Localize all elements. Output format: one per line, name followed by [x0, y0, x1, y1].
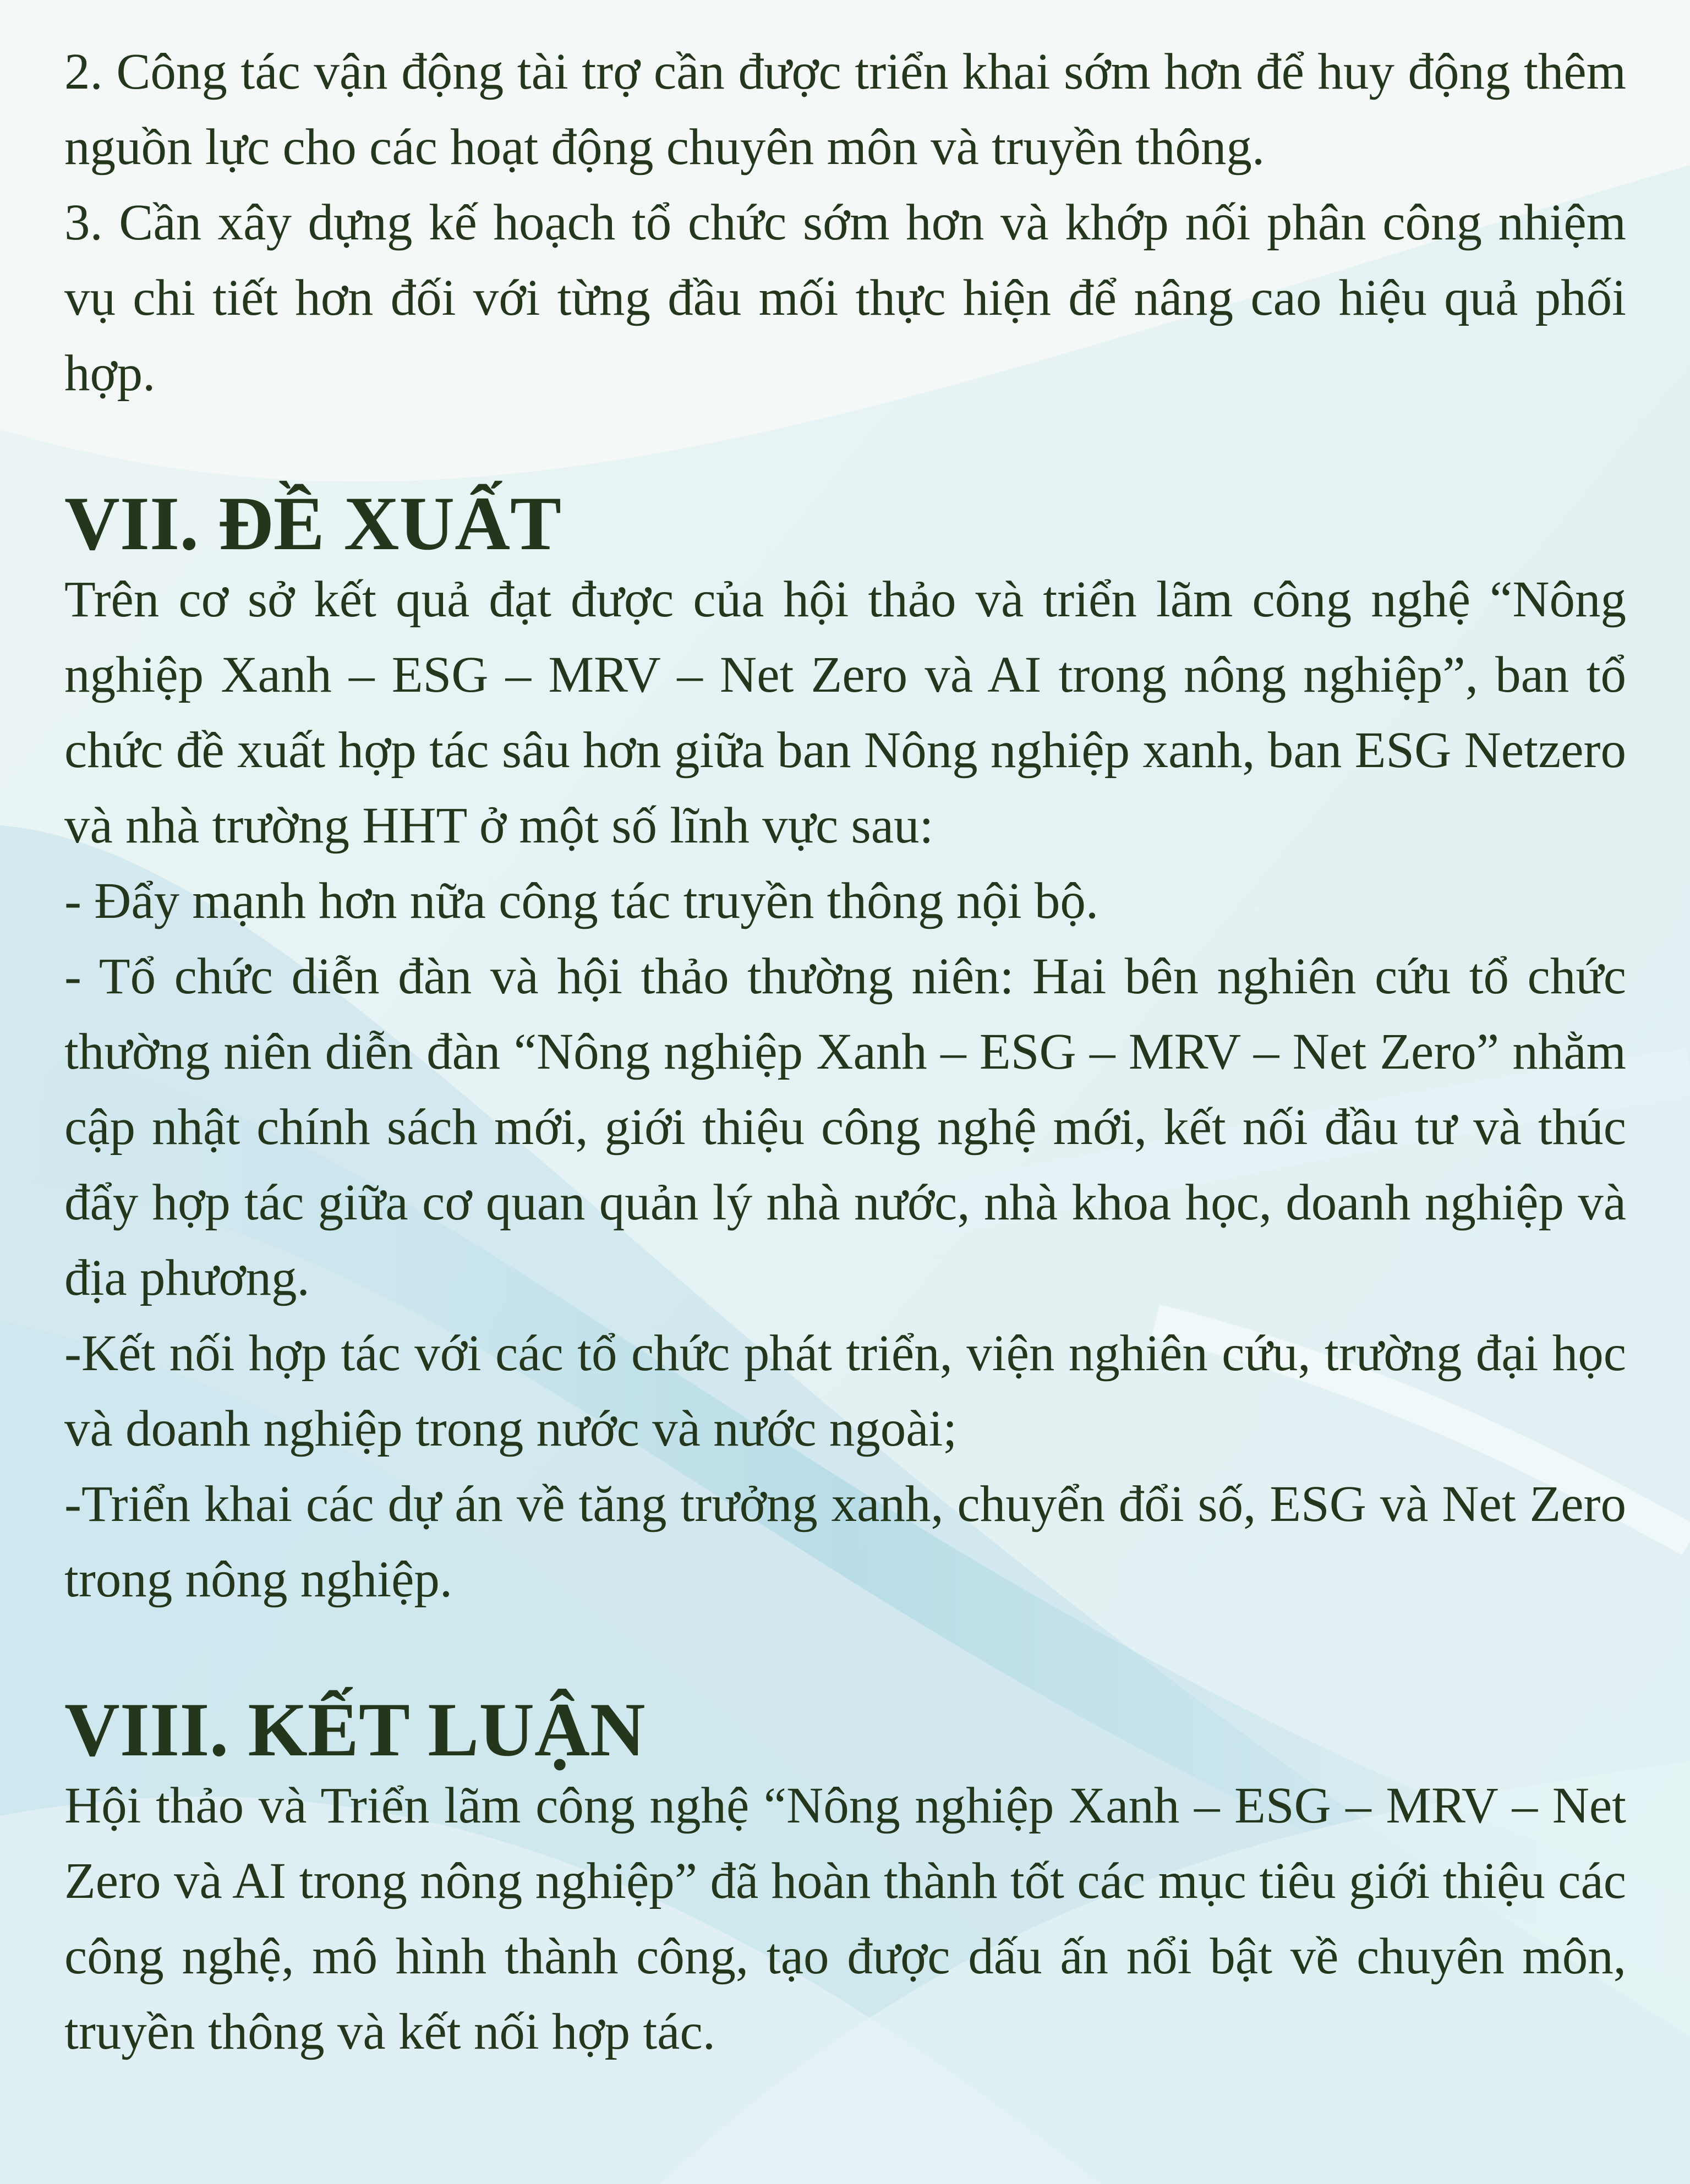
section-spacer [64, 1617, 1626, 1693]
intro-item-3: 3. Cần xây dựng kế hoạch tổ chức sớm hơn và khớp nối phân công nhiệm vụ chi tiết hơn đối với từng đầu mối thực hiện để nâng cao hiệu quả phối hợp. [64, 194, 1626, 402]
section-vii-heading: VII. ĐỀ XUẤT [64, 481, 562, 566]
section-vii-item: - Tổ chức diễn đàn và hội thảo thường niên: Hai bên nghiên cứu tổ chức thường niên diễn đàn “Nông nghiệp Xanh – ESG – MRV – Net Zero” nhằm cập nhật chính sách mới, giới thiệu công nghệ mới, kết nối đầu tư và thúc đẩy hợp tác giữa cơ quan quản lý nhà nước, nhà khoa học, doanh nghiệp và địa phương. [64, 948, 1626, 1306]
section-viii-heading: VIII. KẾT LUẬN [64, 1688, 646, 1772]
section-viii-body: Hội thảo và Triển lãm công nghệ “Nông nghiệp Xanh – ESG – MRV – Net Zero và AI trong nông nghiệp” đã hoàn thành tốt các mục tiêu giới thiệu các công nghệ, mô hình thành công, tạo được dấu ấn nổi bật về chuyên môn, truyền thông và kết nối hợp tác. [64, 1777, 1626, 2060]
document-page [64, 34, 1626, 2070]
section-vii-item: - Đẩy mạnh hơn nữa công tác truyền thông nội bộ. [64, 873, 1099, 929]
section-vii-intro: Trên cơ sở kết quả đạt được của hội thảo và triển lãm công nghệ “Nông nghiệp Xanh – ESG – MRV – Net Zero và AI trong nông nghiệp”, ban tổ chức đề xuất hợp tác sâu hơn giữa ban Nông nghiệp xanh, ban ESG Netzero và nhà trường HHT ở một số lĩnh vực sau: [64, 571, 1626, 854]
section-spacer [64, 411, 1626, 486]
section-vii-item: -Triển khai các dự án về tăng trưởng xanh, chuyển đổi số, ESG và Net Zero trong nông nghiệp. [64, 1476, 1626, 1608]
section-vii-item: -Kết nối hợp tác với các tổ chức phát triển, viện nghiên cứu, trường đại học và doanh nghiệp trong nước và nước ngoài; [64, 1325, 1626, 1457]
intro-item-2: 2. Công tác vận động tài trợ cần được triển khai sớm hơn để huy động thêm nguồn lực cho các hoạt động chuyên môn và truyền thông. [64, 43, 1626, 176]
